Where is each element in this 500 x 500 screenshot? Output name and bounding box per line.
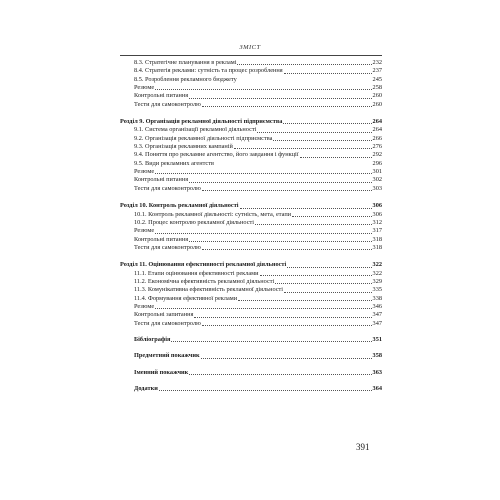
toc-entry[interactable] — [120, 143, 382, 151]
leader-dots — [284, 287, 371, 293]
toc-entry[interactable] — [120, 84, 382, 92]
toc-entry-page: 264 — [372, 126, 382, 134]
leader-dots — [275, 278, 371, 284]
toc-top-title: Іменний покажчик — [134, 368, 189, 376]
toc-entry-page: 260 — [372, 92, 382, 100]
toc-entry[interactable] — [120, 311, 382, 319]
leader-dots — [155, 303, 371, 309]
toc-entry-title: Тести для самоконтролю — [134, 100, 201, 108]
leader-dots — [238, 295, 371, 301]
leader-dots — [194, 312, 371, 318]
leader-dots — [237, 59, 371, 65]
toc-entry[interactable] — [120, 151, 382, 159]
toc-entry-title: 9.3. Організація рекламних кампаній — [134, 143, 233, 151]
toc-entry-title: 8.5. Розроблення рекламного бюджету — [134, 75, 237, 83]
toc-name-index[interactable] — [120, 369, 382, 377]
toc-appendices[interactable] — [120, 385, 382, 393]
leader-dots — [260, 270, 372, 276]
toc-entry[interactable] — [120, 295, 382, 303]
toc-top-title: Бібліографія — [134, 335, 171, 343]
toc-entry-page: 346 — [372, 302, 382, 310]
toc-entry-title: 11.1. Етапи оцінювання ефективності реклами — [134, 269, 259, 277]
toc-entry-page: 322 — [372, 269, 382, 277]
toc-section-11[interactable] — [120, 261, 382, 269]
toc-entry[interactable] — [120, 59, 382, 67]
leader-dots — [240, 203, 372, 209]
toc-entry-page: 335 — [372, 286, 382, 294]
toc-entry[interactable] — [120, 160, 382, 168]
toc-entry[interactable] — [120, 278, 382, 286]
toc-entry-title: Тести для самоконтролю — [134, 243, 201, 251]
leader-dots — [155, 168, 371, 174]
toc-entry[interactable] — [120, 244, 382, 252]
toc-entry[interactable] — [120, 76, 382, 84]
toc-entry-page: 276 — [372, 143, 382, 151]
leader-dots — [283, 118, 371, 124]
leader-dots — [159, 385, 372, 391]
toc-entry-title: 10.2. Процес контролю рекламної діяльності — [134, 218, 255, 226]
toc-entry[interactable] — [120, 67, 382, 75]
toc-entry-title: Контрольні запитання — [134, 311, 194, 319]
leader-dots — [234, 143, 372, 149]
table-of-contents — [120, 59, 382, 393]
leader-dots — [189, 93, 371, 99]
toc-entry[interactable] — [120, 126, 382, 134]
toc-top-page: 363 — [372, 368, 382, 376]
toc-entry-page: 303 — [372, 184, 382, 192]
toc-entry-title: Резюме — [134, 302, 155, 310]
toc-top-page: 351 — [372, 335, 382, 343]
toc-entry-page: 237 — [372, 67, 382, 75]
toc-entry-title: 9.2. Організація рекламної діяльності підприємства — [134, 134, 273, 142]
toc-entry-page: 302 — [372, 176, 382, 184]
leader-dots — [255, 219, 372, 225]
toc-section-page: 306 — [372, 202, 382, 210]
leader-dots — [189, 369, 371, 375]
toc-entry[interactable] — [120, 303, 382, 311]
toc-entry-title: Контрольні питання — [134, 92, 189, 100]
toc-entry-page: 301 — [372, 168, 382, 176]
toc-entry-title: 11.2. Економічна ефективність рекламної діяльності — [134, 277, 275, 285]
toc-entry-page: 347 — [372, 319, 382, 327]
leader-dots — [287, 262, 371, 268]
toc-entry[interactable] — [120, 176, 382, 184]
toc-entry-page: 318 — [372, 243, 382, 251]
toc-top-title: Додатки — [134, 385, 158, 392]
toc-entry-page: 292 — [372, 151, 382, 159]
toc-entry-title: 11.3. Комунікативна ефективність рекламної діяльності — [134, 286, 284, 294]
toc-entry-title: Резюме — [134, 84, 155, 92]
toc-entry-page: 318 — [372, 235, 382, 243]
page-number: 391 — [356, 442, 370, 452]
toc-entry-title: Контрольні питання — [134, 235, 189, 243]
toc-top-page: 364 — [372, 385, 382, 392]
leader-dots — [202, 185, 372, 191]
running-head: ЗМІСТ — [239, 44, 261, 51]
toc-section-9[interactable] — [120, 118, 382, 126]
toc-entry-title: Тести для самоконтролю — [134, 319, 201, 327]
toc-entry[interactable] — [120, 211, 382, 219]
toc-section-title: Розділ 9. Організація рекламної діяльності підприємства — [120, 118, 283, 126]
toc-top-page: 358 — [372, 352, 382, 360]
leader-dots — [189, 236, 371, 242]
toc-entry-page: 296 — [372, 159, 382, 167]
toc-entry[interactable] — [120, 286, 382, 294]
header-rule — [120, 55, 382, 56]
toc-section-page: 322 — [372, 261, 382, 269]
toc-entry-page: 306 — [372, 210, 382, 218]
toc-entry-page: 338 — [372, 294, 382, 302]
leader-dots — [171, 336, 371, 342]
leader-dots — [202, 320, 372, 326]
toc-entry-title: 9.4. Поняття про рекламне агентство, його завдання і функції — [134, 151, 299, 159]
toc-entry[interactable] — [120, 227, 382, 235]
toc-section-10[interactable] — [120, 202, 382, 210]
toc-entry-page: 329 — [372, 277, 382, 285]
toc-entry[interactable] — [120, 320, 382, 328]
toc-entry-title: 8.4. Стратегія реклами: сутність та процес розроблення — [134, 67, 283, 75]
toc-entry-title: Тести для самоконтролю — [134, 184, 201, 192]
leader-dots — [155, 84, 371, 90]
leader-dots — [215, 161, 372, 166]
toc-entry[interactable] — [120, 168, 382, 176]
toc-section-page: 264 — [372, 118, 382, 126]
toc-entry-page: 258 — [372, 84, 382, 92]
toc-entry-title: 10.1. Контроль рекламної діяльності: сутність, мета, етапи — [134, 210, 292, 218]
leader-dots — [292, 211, 371, 217]
toc-entry[interactable] — [120, 236, 382, 244]
toc-top-title: Предметний покажчик — [134, 352, 200, 360]
toc-entry[interactable] — [120, 219, 382, 227]
leader-dots — [273, 135, 371, 141]
leader-dots — [201, 353, 372, 359]
toc-entry-page: 266 — [372, 134, 382, 142]
leader-dots — [155, 228, 371, 234]
leader-dots — [300, 152, 372, 158]
toc-entry[interactable] — [120, 185, 382, 193]
toc-entry-page: 317 — [372, 227, 382, 235]
toc-entry-title: 8.3. Стратегічне планування в рекламі — [134, 59, 237, 66]
leader-dots — [189, 177, 371, 183]
toc-entry-page: 260 — [372, 100, 382, 108]
toc-entry-title: Контрольні питання — [134, 176, 189, 184]
toc-entry-title: Резюме — [134, 168, 155, 176]
leader-dots — [257, 127, 371, 133]
toc-entry[interactable] — [120, 270, 382, 278]
toc-entry-title: 9.1. Система організації рекламної діяльності — [134, 126, 257, 134]
toc-entry-page: 245 — [372, 75, 382, 83]
leader-dots — [202, 101, 372, 107]
toc-entry[interactable] — [120, 135, 382, 143]
toc-entry-page: 232 — [372, 59, 382, 66]
toc-entry[interactable] — [120, 101, 382, 109]
toc-entry-page: 347 — [372, 311, 382, 319]
toc-section-title: Розділ 10. Контроль рекламної діяльності — [120, 202, 239, 210]
leader-dots — [284, 68, 372, 74]
toc-entry-page: 312 — [372, 218, 382, 226]
toc-entry-title: 11.4. Формування ефективної реклами — [134, 294, 238, 302]
toc-subject-index[interactable] — [120, 352, 382, 360]
toc-entry-title: Резюме — [134, 227, 155, 235]
toc-bibliography[interactable] — [120, 336, 382, 344]
leader-dots — [202, 244, 372, 250]
toc-entry[interactable] — [120, 92, 382, 100]
toc-section-title: Розділ 11. Оцінювання ефективності рекламної діяльності — [120, 261, 287, 269]
toc-entry-title: 9.5. Види рекламних агентств — [134, 159, 214, 167]
leader-dots — [238, 77, 372, 82]
